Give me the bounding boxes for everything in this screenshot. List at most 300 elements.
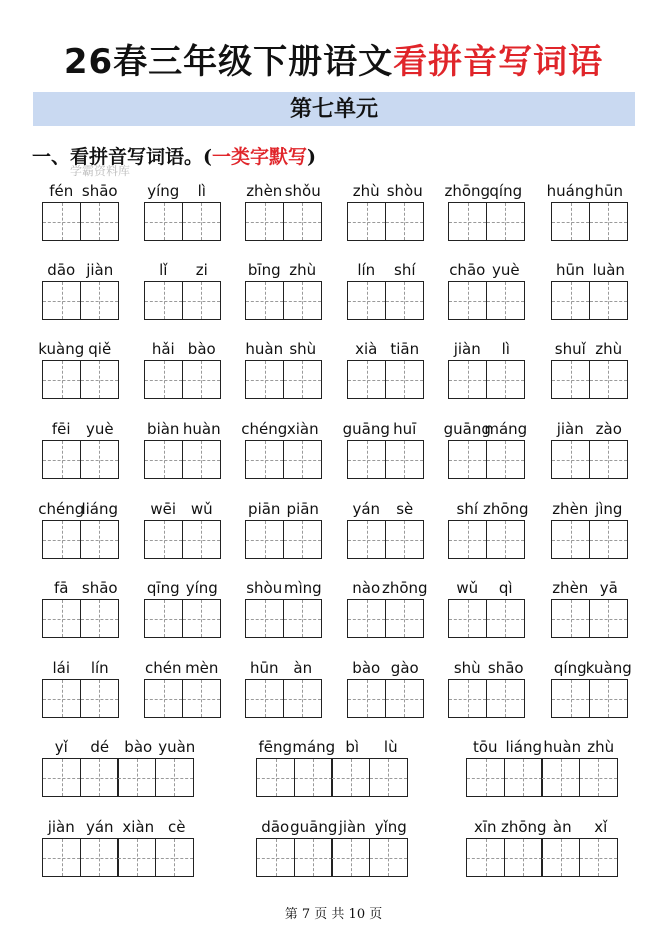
pinyin-syllable: shù [453,659,481,677]
word-item [241,418,324,480]
pinyin-syllable: shù [289,340,317,358]
page-title [0,34,667,83]
tian-zi-ge-box[interactable] [385,520,424,559]
word-item [245,180,324,242]
word-item [144,577,223,639]
tian-zi-ge-box[interactable] [155,758,194,797]
tian-zi-ge-box[interactable] [42,838,81,877]
writing-boxes [245,360,322,399]
tian-zi-ge-box[interactable] [347,440,386,479]
tian-zi-ge-box[interactable] [466,838,505,877]
tian-zi-ge-box[interactable] [42,281,81,320]
title-black: 26春三年级下册语文 [63,42,394,82]
tian-zi-ge-box[interactable] [144,599,183,638]
pinyin-syllable: máng [292,738,336,756]
tian-zi-ge-box[interactable] [589,440,628,479]
pinyin-syllable: jiàn [556,420,584,438]
tian-zi-ge-box[interactable] [589,520,628,559]
writing-boxes [144,520,221,559]
pinyin-syllable: luàn [592,261,625,279]
word-item [144,498,223,560]
tian-zi-ge-box[interactable] [347,202,386,241]
tian-zi-ge-box[interactable] [504,758,543,797]
writing-boxes [256,758,408,797]
tian-zi-ge-box[interactable] [144,281,183,320]
word-item [42,180,121,242]
tian-zi-ge-box[interactable] [486,599,525,638]
tian-zi-ge-box[interactable] [117,838,156,877]
pinyin-syllable: huàn [543,738,582,756]
writing-boxes [347,599,424,638]
pinyin-syllable: shí [456,500,478,518]
writing-boxes [347,202,424,241]
tian-zi-ge-box[interactable] [448,599,487,638]
section-label-red: 一类字默写 [212,146,308,168]
word-item [347,180,426,242]
tian-zi-ge-box[interactable] [385,440,424,479]
word-item [342,418,426,480]
tian-zi-ge-box[interactable] [155,838,194,877]
tian-zi-ge-box[interactable] [448,440,487,479]
word-item [466,816,622,878]
tian-zi-ge-box[interactable] [385,679,424,718]
pinyin-syllable: fā [54,579,69,597]
writing-boxes [144,281,221,320]
word-item [448,657,527,719]
tian-zi-ge-box[interactable] [448,360,487,399]
tian-zi-ge-box[interactable] [283,360,322,399]
pinyin-syllable: bào [124,738,153,756]
pinyin-syllable: qīng [146,579,180,597]
word-item [245,657,324,719]
word-item [551,498,630,560]
pinyin-syllable: guāng [290,818,338,836]
writing-boxes [144,679,221,718]
tian-zi-ge-box[interactable] [182,202,221,241]
pinyin-syllable: zhù [595,340,623,358]
tian-zi-ge-box[interactable] [486,281,525,320]
tian-zi-ge-box[interactable] [551,281,590,320]
writing-boxes [144,202,221,241]
tian-zi-ge-box[interactable] [579,758,618,797]
tian-zi-ge-box[interactable] [486,360,525,399]
pinyin-syllable: dāo [47,261,76,279]
tian-zi-ge-box[interactable] [42,360,81,399]
tian-zi-ge-box[interactable] [256,838,295,877]
pinyin-syllable: shí [394,261,416,279]
word-item [466,736,622,798]
writing-boxes [42,281,119,320]
word-item [245,577,324,639]
tian-zi-ge-box[interactable] [579,838,618,877]
tian-zi-ge-box[interactable] [551,679,590,718]
writing-boxes [347,360,424,399]
tian-zi-ge-box[interactable] [42,758,81,797]
writing-boxes [42,758,194,797]
tian-zi-ge-box[interactable] [182,679,221,718]
writing-boxes [42,440,119,479]
pinyin-syllable: shāo [487,659,524,677]
tian-zi-ge-box[interactable] [80,679,119,718]
tian-zi-ge-box[interactable] [182,440,221,479]
writing-boxes [448,281,525,320]
tian-zi-ge-box[interactable] [42,679,81,718]
tian-zi-ge-box[interactable] [369,838,408,877]
tian-zi-ge-box[interactable] [385,360,424,399]
word-item [144,418,223,480]
tian-zi-ge-box[interactable] [256,758,295,797]
writing-boxes [245,440,322,479]
pinyin-syllable: yā [599,579,618,597]
pinyin-syllable: hǎi [151,340,175,358]
word-item [551,418,630,480]
tian-zi-ge-box[interactable] [331,758,370,797]
tian-zi-ge-box[interactable] [347,679,386,718]
pinyin-syllable: shāo [81,182,118,200]
pinyin-syllable: zi [195,261,208,279]
tian-zi-ge-box[interactable] [448,679,487,718]
writing-boxes [551,360,628,399]
tian-zi-ge-box[interactable] [117,758,156,797]
word-item [42,418,121,480]
word-item [42,259,121,321]
pinyin-syllable: bīng [247,261,281,279]
pinyin-syllable: hūn [594,182,624,200]
pinyin-syllable: zhèn [246,182,283,200]
writing-boxes [448,440,525,479]
tian-zi-ge-box[interactable] [245,202,284,241]
tian-zi-ge-box[interactable] [80,440,119,479]
word-item [448,338,527,400]
tian-zi-ge-box[interactable] [486,679,525,718]
writing-boxes [448,599,525,638]
writing-boxes [245,599,322,638]
word-item [245,338,324,400]
pinyin-syllable: zhù [289,261,317,279]
pinyin-syllable: jiàn [453,340,481,358]
tian-zi-ge-box[interactable] [80,599,119,638]
word-item [448,577,527,639]
word-item [347,338,426,400]
pinyin-syllable: lì [197,182,206,200]
tian-zi-ge-box[interactable] [294,758,333,797]
writing-boxes [448,679,525,718]
pinyin-syllable: huàn [182,420,221,438]
tian-zi-ge-box[interactable] [182,281,221,320]
writing-boxes [42,520,119,559]
pinyin-syllable: jiàn [47,818,75,836]
tian-zi-ge-box[interactable] [245,360,284,399]
pinyin-syllable: nào [352,579,381,597]
tian-zi-ge-box[interactable] [144,360,183,399]
tian-zi-ge-box[interactable] [80,520,119,559]
word-item [347,657,426,719]
pinyin-syllable: cè [168,818,186,836]
pinyin-syllable: yíng [185,579,218,597]
writing-boxes [245,202,322,241]
tian-zi-ge-box[interactable] [331,838,370,877]
pinyin-syllable: piān [248,500,281,518]
pinyin-syllable: chéng [241,420,288,438]
pinyin-syllable: máng [484,420,528,438]
unit-heading: 第七单元 [33,92,635,126]
writing-boxes [42,360,119,399]
pinyin-syllable: dāo [261,818,290,836]
writing-boxes [551,202,628,241]
tian-zi-ge-box[interactable] [448,202,487,241]
pinyin-syllable: mìng [283,579,322,597]
tian-zi-ge-box[interactable] [504,838,543,877]
pinyin-syllable: bào [352,659,381,677]
tian-zi-ge-box[interactable] [80,758,119,797]
tian-zi-ge-box[interactable] [347,599,386,638]
tian-zi-ge-box[interactable] [42,599,81,638]
writing-boxes [144,599,221,638]
pinyin-syllable: zhōng [500,818,547,836]
word-item [42,657,121,719]
pinyin-syllable: fén [49,182,74,200]
pinyin-syllable: tiān [390,340,420,358]
tian-zi-ge-box[interactable] [283,520,322,559]
writing-boxes [448,202,525,241]
watermark: 学霸资料库 [70,164,131,178]
tian-zi-ge-box[interactable] [385,202,424,241]
tian-zi-ge-box[interactable] [589,281,628,320]
pinyin-syllable: yuàn [158,738,196,756]
pinyin-syllable: zào [595,420,622,438]
tian-zi-ge-box[interactable] [144,520,183,559]
word-item [347,498,426,560]
pinyin-syllable: hūn [555,261,585,279]
tian-zi-ge-box[interactable] [182,360,221,399]
pinyin-syllable: lì [501,340,510,358]
word-item [448,259,527,321]
pinyin-syllable: huáng [546,182,594,200]
tian-zi-ge-box[interactable] [144,679,183,718]
pinyin-syllable: lái [52,659,71,677]
writing-boxes [42,202,119,241]
tian-zi-ge-box[interactable] [42,202,81,241]
tian-zi-ge-box[interactable] [466,758,505,797]
pinyin-syllable: tōu [472,738,498,756]
tian-zi-ge-box[interactable] [589,202,628,241]
tian-zi-ge-box[interactable] [347,281,386,320]
tian-zi-ge-box[interactable] [144,202,183,241]
writing-boxes [256,838,408,877]
tian-zi-ge-box[interactable] [80,281,119,320]
tian-zi-ge-box[interactable] [589,599,628,638]
pinyin-syllable: yǐ [54,738,68,756]
pinyin-syllable: wǔ [456,579,479,597]
tian-zi-ge-box[interactable] [144,440,183,479]
tian-zi-ge-box[interactable] [385,281,424,320]
pinyin-syllable: yíng [147,182,180,200]
pinyin-syllable: qíng [553,659,587,677]
tian-zi-ge-box[interactable] [347,520,386,559]
tian-zi-ge-box[interactable] [551,599,590,638]
tian-zi-ge-box[interactable] [80,202,119,241]
pinyin-syllable: xǐ [594,818,608,836]
pinyin-syllable: biàn [147,420,180,438]
word-item [245,498,324,560]
writing-boxes [551,281,628,320]
writing-boxes [551,599,628,638]
tian-zi-ge-box[interactable] [551,520,590,559]
word-item [144,338,223,400]
pinyin-syllable: bào [187,340,216,358]
writing-boxes [466,838,618,877]
tian-zi-ge-box[interactable] [385,599,424,638]
writing-boxes [551,679,628,718]
pinyin-syllable: lín [90,659,109,677]
writing-boxes [347,440,424,479]
pinyin-syllable: qíng [489,182,523,200]
tian-zi-ge-box[interactable] [245,520,284,559]
pinyin-syllable: gào [390,659,419,677]
pinyin-syllable: yán [352,500,381,518]
pinyin-syllable: yǐng [374,818,407,836]
tian-zi-ge-box[interactable] [541,758,580,797]
tian-zi-ge-box[interactable] [182,520,221,559]
word-item [551,577,630,639]
pinyin-syllable: àn [552,818,572,836]
writing-boxes [347,281,424,320]
pinyin-syllable: lín [357,261,376,279]
word-item [38,498,121,560]
pinyin-syllable: lù [383,738,398,756]
writing-boxes [551,440,628,479]
pinyin-syllable: piān [286,500,319,518]
tian-zi-ge-box[interactable] [283,202,322,241]
pinyin-syllable: xiàn [122,818,155,836]
pinyin-syllable: shòu [386,182,423,200]
pinyin-syllable: zhèn [552,579,589,597]
tian-zi-ge-box[interactable] [283,281,322,320]
pinyin-syllable: shāo [81,579,118,597]
tian-zi-ge-box[interactable] [486,440,525,479]
tian-zi-ge-box[interactable] [541,838,580,877]
word-item [551,259,630,321]
word-item [546,180,630,242]
pinyin-syllable: zhù [587,738,615,756]
tian-zi-ge-box[interactable] [245,281,284,320]
tian-zi-ge-box[interactable] [551,440,590,479]
tian-zi-ge-box[interactable] [245,440,284,479]
word-item [144,180,223,242]
word-item [144,657,223,719]
pinyin-syllable: yuè [85,420,114,438]
pinyin-syllable: zhōng [444,182,491,200]
pinyin-syllable: lǐ [159,261,168,279]
pinyin-syllable: yán [85,818,114,836]
tian-zi-ge-box[interactable] [283,599,322,638]
writing-boxes [42,838,194,877]
pinyin-syllable: guāng [443,420,491,438]
tian-zi-ge-box[interactable] [245,599,284,638]
tian-zi-ge-box[interactable] [448,520,487,559]
pinyin-syllable: wǔ [190,500,213,518]
writing-boxes [42,599,119,638]
pinyin-syllable: qiě [88,340,112,358]
pinyin-syllable: jiàn [86,261,114,279]
pinyin-syllable: wēi [150,500,177,518]
tian-zi-ge-box[interactable] [294,838,333,877]
word-item [443,418,528,480]
pinyin-syllable: fēi [51,420,71,438]
writing-boxes [245,520,322,559]
pinyin-syllable: shòu [246,579,283,597]
tian-zi-ge-box[interactable] [551,360,590,399]
pinyin-syllable: àn [293,659,313,677]
writing-boxes [144,360,221,399]
pinyin-syllable: huàn [245,340,284,358]
pinyin-syllable: hūn [249,659,279,677]
pinyin-syllable: qì [498,579,513,597]
writing-boxes [42,679,119,718]
word-item [444,180,527,242]
tian-zi-ge-box[interactable] [80,360,119,399]
pinyin-syllable: jiàn [338,818,366,836]
writing-boxes [144,440,221,479]
pinyin-syllable: xīn [473,818,497,836]
writing-boxes [551,520,628,559]
tian-zi-ge-box[interactable] [448,281,487,320]
word-item [347,577,426,639]
tian-zi-ge-box[interactable] [347,360,386,399]
word-item [42,816,198,878]
tian-zi-ge-box[interactable] [42,520,81,559]
pinyin-syllable: kuàng [585,659,632,677]
pinyin-syllable: chén [145,659,182,677]
pinyin-syllable: bì [345,738,360,756]
tian-zi-ge-box[interactable] [182,599,221,638]
writing-boxes [245,281,322,320]
word-item [448,498,527,560]
tian-zi-ge-box[interactable] [245,679,284,718]
pinyin-syllable: chāo [449,261,486,279]
tian-zi-ge-box[interactable] [369,758,408,797]
writing-boxes [347,520,424,559]
word-item [551,657,630,719]
word-item [42,736,198,798]
word-item [245,259,324,321]
word-item [42,577,121,639]
pinyin-syllable: huī [393,420,417,438]
tian-zi-ge-box[interactable] [589,679,628,718]
writing-boxes [245,679,322,718]
word-item [256,736,412,798]
pinyin-syllable: xià [355,340,378,358]
pinyin-syllable: kuàng [38,340,85,358]
tian-zi-ge-box[interactable] [80,838,119,877]
page-footer: 第 7 页 共 10 页 [284,907,383,922]
writing-boxes [448,360,525,399]
writing-boxes [347,679,424,718]
tian-zi-ge-box[interactable] [283,679,322,718]
pinyin-syllable: sè [396,500,414,518]
tian-zi-ge-box[interactable] [486,202,525,241]
pinyin-syllable: zhèn [552,500,589,518]
tian-zi-ge-box[interactable] [42,440,81,479]
pinyin-syllable: shǒu [284,182,321,200]
tian-zi-ge-box[interactable] [551,202,590,241]
title-red: 看拼音写词语 [393,42,604,82]
tian-zi-ge-box[interactable] [486,520,525,559]
pinyin-syllable: xiàn [286,420,319,438]
word-item [551,338,630,400]
tian-zi-ge-box[interactable] [283,440,322,479]
tian-zi-ge-box[interactable] [589,360,628,399]
